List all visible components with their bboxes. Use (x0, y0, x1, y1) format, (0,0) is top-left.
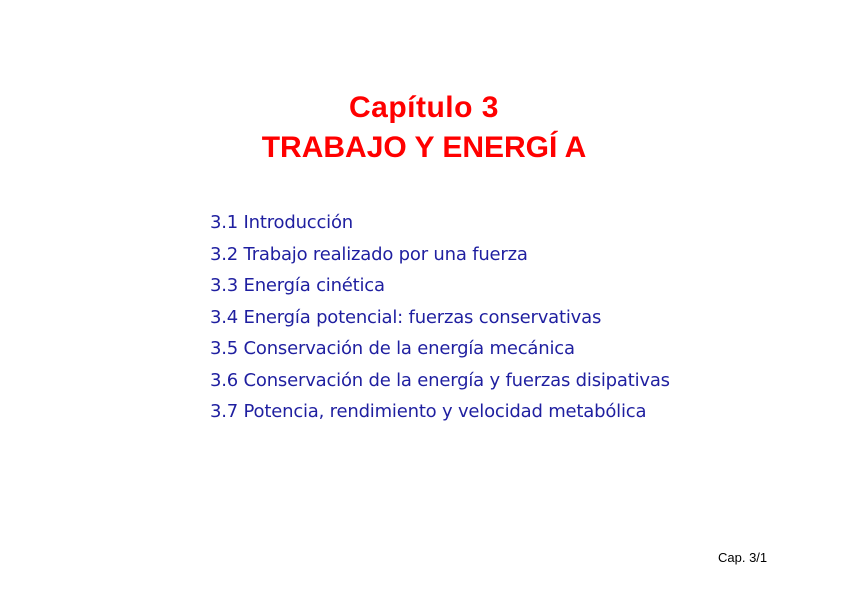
toc-item: 3.1 Introducción (210, 212, 353, 233)
chapter-heading: Capítulo 3 (348, 91, 499, 124)
toc-item: 3.5 Conservación de la energía mecánica (210, 338, 575, 359)
toc-item: 3.2 Trabajo realizado por una fuerza (210, 243, 528, 265)
toc-item: 3.6 Conservación de la energía y fuerzas disipativas (210, 369, 670, 391)
table-of-contents (210, 207, 670, 428)
toc-item: 3.7 Potencia, rendimiento y velocidad metabólica (210, 401, 647, 422)
page-number: Cap. 3/1 (718, 550, 768, 565)
toc-item: 3.4 Energía potencial: fuerzas conservativas (210, 306, 602, 328)
chapter-title: TRABAJO Y ENERGÍ A (261, 131, 587, 164)
toc-item: 3.3 Energía cinética (210, 275, 385, 296)
